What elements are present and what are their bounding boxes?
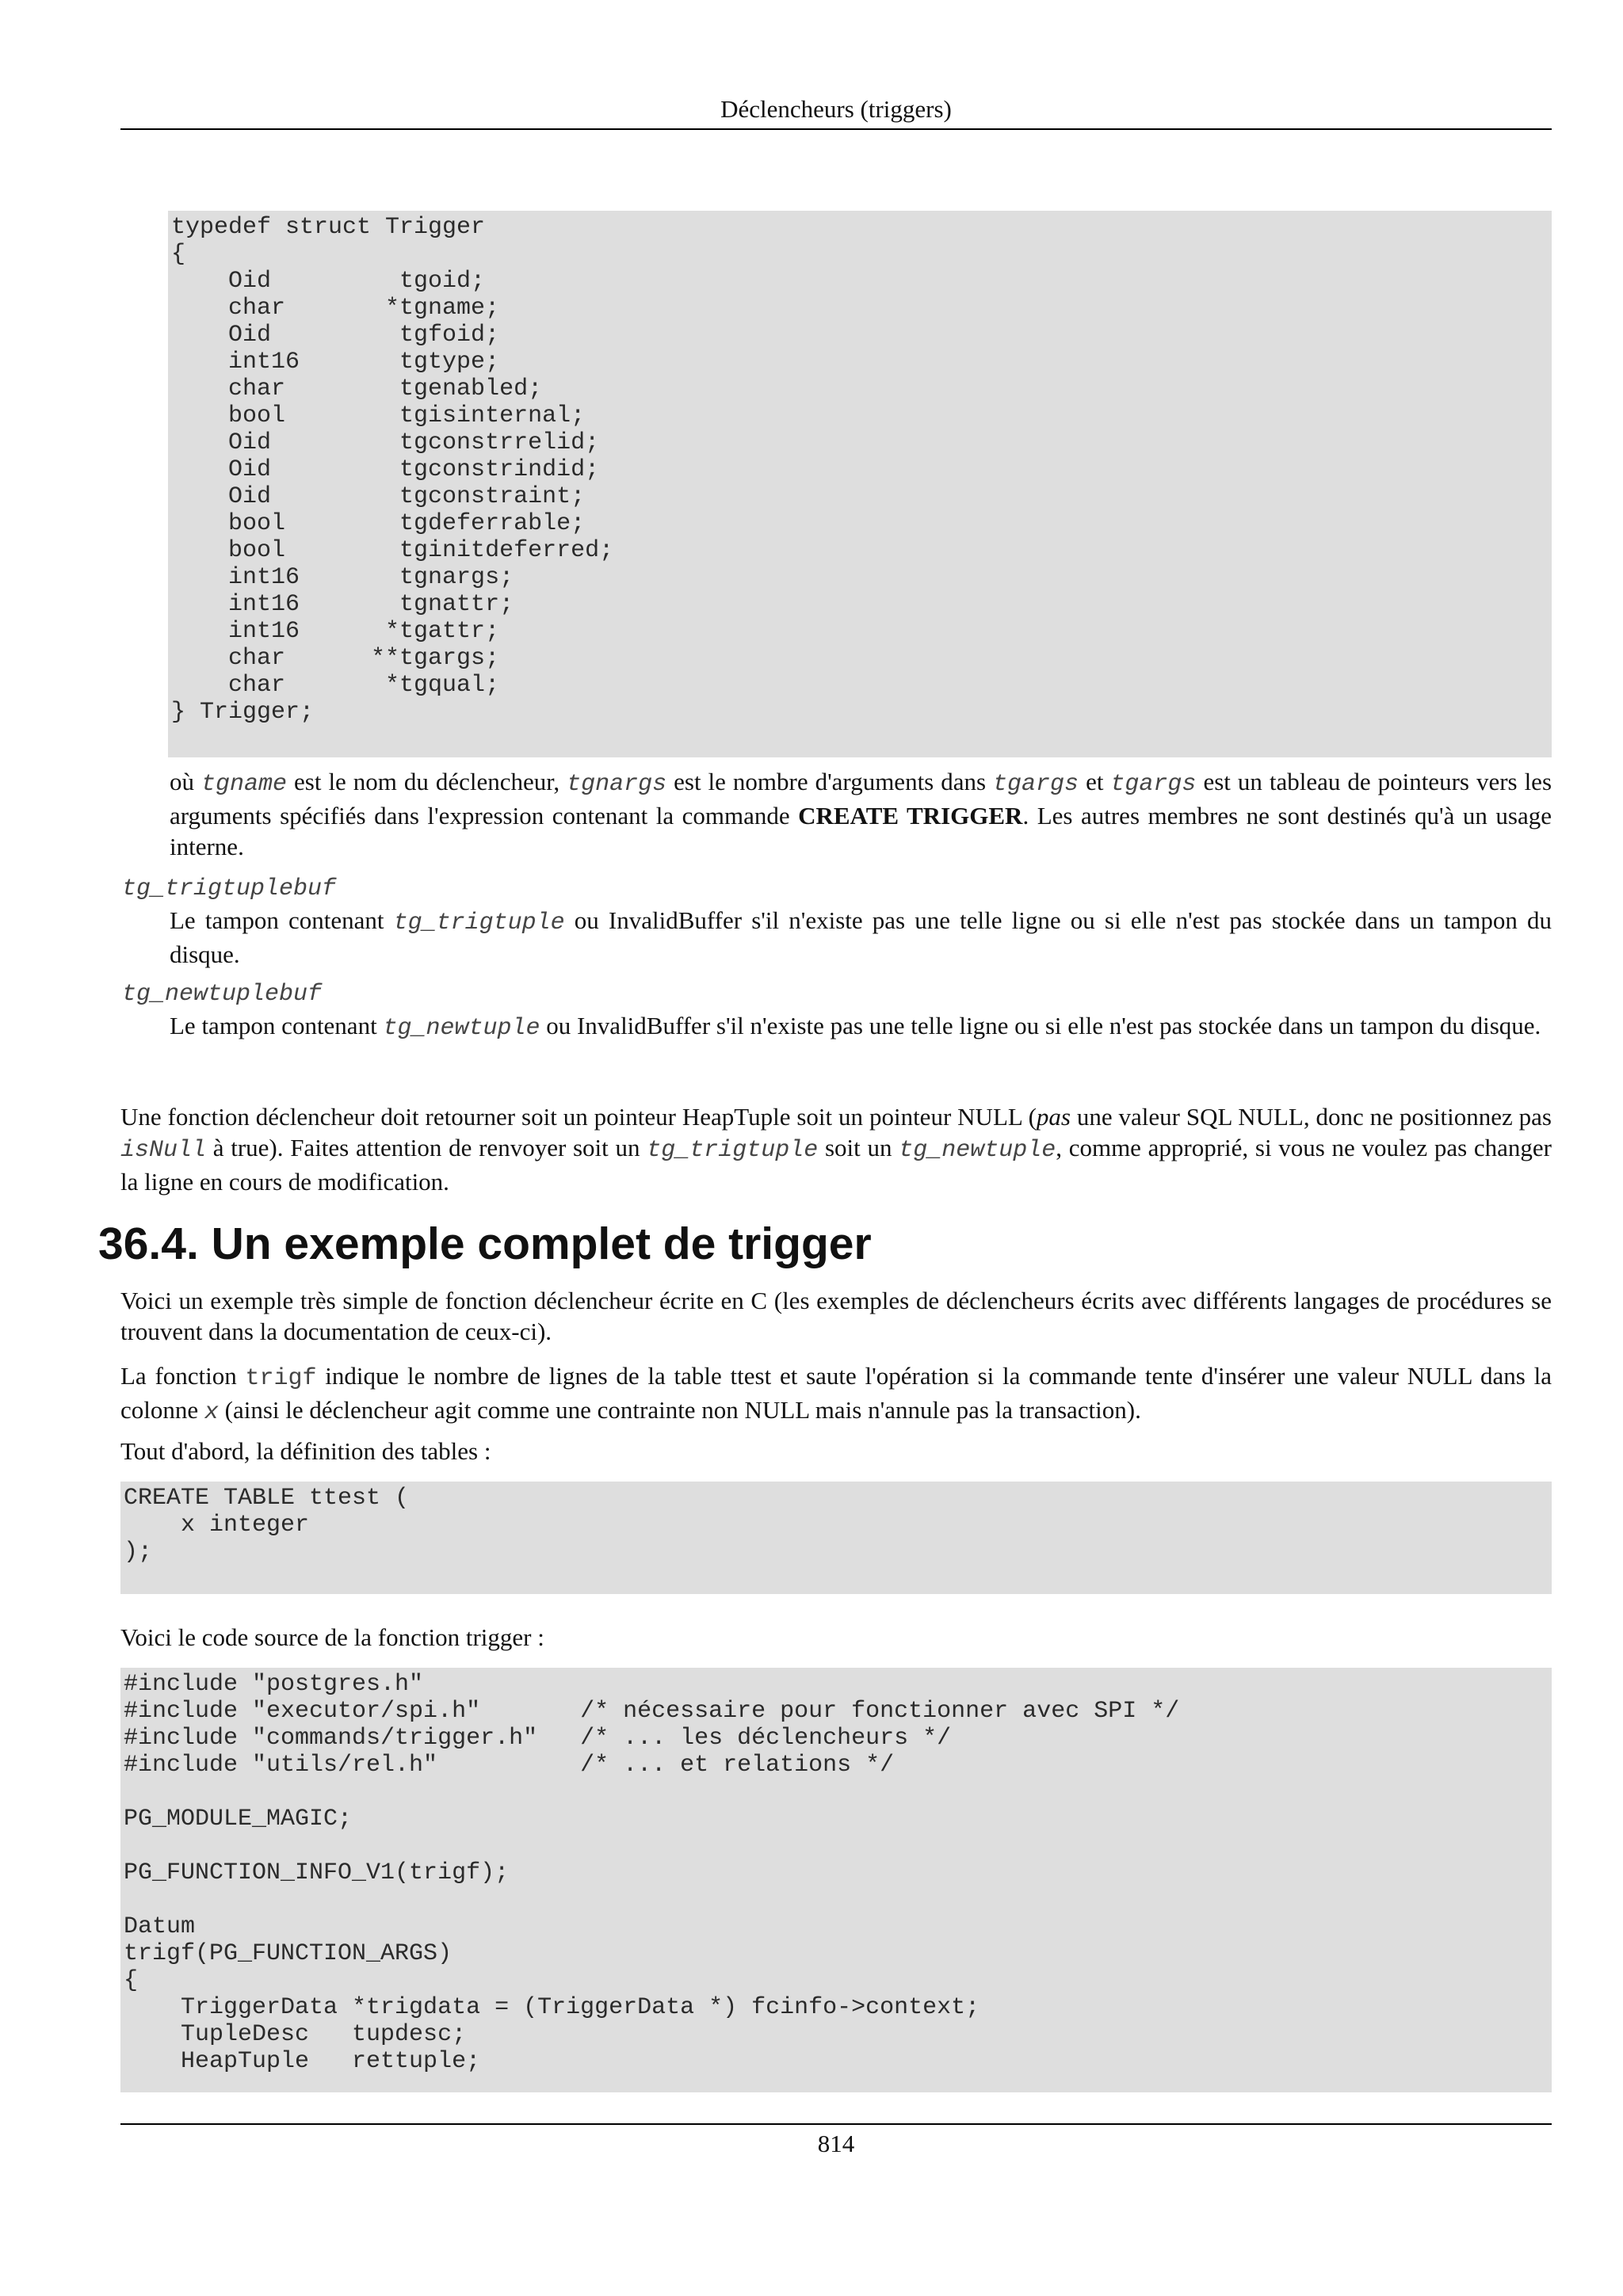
code-line: char *tgname; <box>171 295 500 322</box>
tg-newtuple-code: tg_newtuple <box>383 1015 540 1042</box>
create-trigger-command: CREATE TRIGGER <box>798 802 1023 830</box>
code-line <box>124 1833 1552 1859</box>
code-line: bool tgdeferrable; <box>171 510 586 537</box>
term-tg-trigtuplebuf: tg_trigtuplebuf <box>122 875 337 902</box>
code-line: { <box>124 1967 139 1994</box>
code-line: int16 tgtype; <box>171 349 500 376</box>
tg-trigtuple-code: tg_trigtuple <box>647 1137 819 1164</box>
source-intro: Voici le code source de la fonction trigger : <box>120 1623 544 1651</box>
isnull-code: isNull <box>120 1137 207 1164</box>
code-line: trigf(PG_FUNCTION_ARGS) <box>124 1940 453 1967</box>
code-line: PG_MODULE_MAGIC; <box>124 1806 353 1833</box>
code-line: int16 tgnargs; <box>171 564 514 591</box>
tgargs-code: tgargs <box>993 771 1079 798</box>
create-table-code-block <box>120 1482 1552 1594</box>
tg-trigtuplebuf-definition: Le tampon contenant tg_trigtuple ou InvalidBuffer s'il n'existe pas une telle ligne ou si elle n'est pas stockée dans un tampon du disque. <box>170 906 1552 968</box>
code-line: HeapTuple rettuple; <box>124 2048 481 2075</box>
code-line: CREATE TABLE ttest ( <box>124 1485 410 1512</box>
code-line <box>124 1886 1552 1913</box>
code-line: #include "executor/spi.h" /* nécessaire pour fonctionner avec SPI */ <box>124 1698 1180 1725</box>
running-header: Déclencheurs (triggers) <box>720 95 952 123</box>
code-line: bool tgisinternal; <box>171 402 586 429</box>
code-line: } Trigger; <box>171 699 315 726</box>
x-code: x <box>204 1399 219 1426</box>
code-line: TriggerData *trigdata = (TriggerData *) fcinfo->context; <box>124 1994 980 2021</box>
tgnargs-code: tgnargs <box>567 771 667 798</box>
code-line: bool tginitdeferred; <box>171 537 614 564</box>
code-line: #include "utils/rel.h" /* ... et relations */ <box>124 1752 895 1779</box>
code-line: Oid tgconstrindid; <box>171 456 600 483</box>
code-line: ); <box>124 1539 153 1566</box>
code-line: int16 *tgattr; <box>171 618 500 645</box>
struct-description: où tgname est le nom du déclencheur, tgnargs est le nombre d'arguments dans tgargs et tgargs est un tableau de pointeurs vers les arguments spécifiés dans l'expression contenant la commande CREATE TRIGGER. Les autres membres ne sont destinés qu'à un usage interne. <box>170 768 1552 860</box>
code-line: PG_FUNCTION_INFO_V1(trigf); <box>124 1859 510 1886</box>
code-line: char **tgargs; <box>171 645 500 672</box>
code-line: int16 tgnattr; <box>171 591 514 618</box>
trigger-source-code-block <box>120 1668 1552 2092</box>
page-number: 814 <box>817 2130 855 2157</box>
footer-rule <box>120 2123 1552 2125</box>
tgargs-code: tgargs <box>1110 771 1197 798</box>
code-line <box>124 1779 1552 1806</box>
code-line: Datum <box>124 1913 196 1940</box>
tg-newtuplebuf-definition: Le tampon contenant tg_newtuple ou InvalidBuffer s'il n'existe pas une telle ligne ou si elle n'est pas stockée dans un tampon du disque. <box>170 1012 1541 1042</box>
code-line: { <box>171 241 186 268</box>
code-line: TupleDesc tupdesc; <box>124 2021 467 2048</box>
trigf-paragraph: La fonction trigf indique le nombre de lignes de la table ttest et saute l'opération si la commande tente d'insérer une valeur NULL dans la colonne x (ainsi le déclencheur agit comme une contrainte non NULL mais n'annule pas la transaction). <box>120 1362 1552 1426</box>
term-tg-newtuplebuf: tg_newtuplebuf <box>122 981 323 1008</box>
header-rule <box>120 128 1552 130</box>
code-line: Oid tgconstrrelid; <box>171 429 600 456</box>
tables-intro: Tout d'abord, la définition des tables : <box>120 1437 491 1465</box>
trigger-struct-code-block <box>168 211 1552 757</box>
section-title: 36.4. Un exemple complet de trigger <box>98 1219 872 1269</box>
return-value-paragraph: Une fonction déclencheur doit retourner soit un pointeur HeapTuple soit un pointeur NULL (pas une valeur SQL NULL, donc ne positionnez pas isNull à true). Faites attention de renvoyer soit un tg_trigtuple soit un tg_newtuple, comme approprié, si vous ne voulez pas changer la ligne en cours de modification. <box>120 1103 1552 1196</box>
code-line: char *tgqual; <box>171 672 500 699</box>
trigf-code: trigf <box>245 1365 317 1392</box>
code-line: #include "postgres.h" <box>124 1671 424 1698</box>
code-line: Oid tgfoid; <box>171 322 500 349</box>
tg-trigtuple-code: tg_trigtuple <box>393 910 565 936</box>
code-line: x integer <box>124 1512 310 1539</box>
tg-newtuple-code: tg_newtuple <box>899 1137 1056 1164</box>
code-line: Oid tgconstraint; <box>171 483 586 510</box>
intro-paragraph: Voici un exemple très simple de fonction déclencheur écrite en C (les exemples de déclencheurs écrits avec différents langages de procédures se trouvent dans la documentation de ceux-ci). <box>120 1287 1552 1345</box>
code-line: typedef struct Trigger <box>171 214 486 241</box>
tgname-code: tgname <box>201 771 288 798</box>
code-line: char tgenabled; <box>171 376 543 402</box>
code-line: Oid tgoid; <box>171 268 486 295</box>
code-line: #include "commands/trigger.h" /* ... les déclencheurs */ <box>124 1725 952 1752</box>
